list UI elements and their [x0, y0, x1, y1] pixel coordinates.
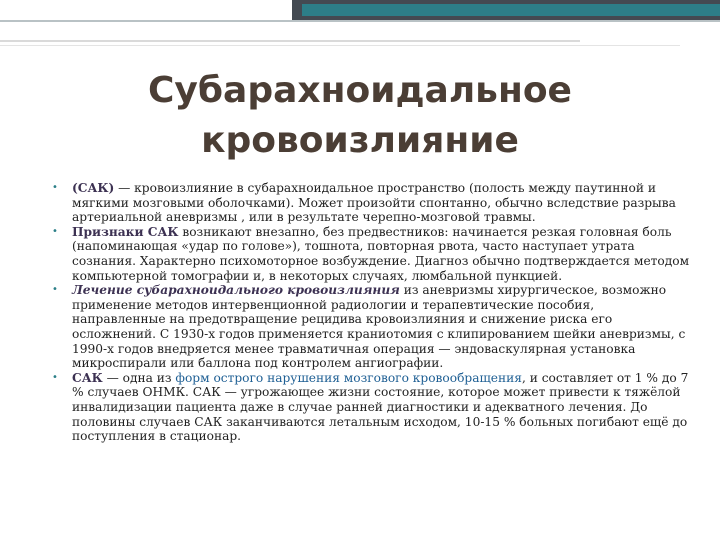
item-text: — одна из [102, 370, 176, 385]
onmk-link[interactable]: форм острого нарушения мозгового кровообращения [175, 370, 522, 385]
slide-title: Субарахноидальное кровоизлияние [148, 70, 572, 161]
bullet-list [48, 181, 690, 444]
bullet-icon: • [52, 182, 58, 193]
decorative-rule [0, 40, 580, 42]
item-lead: Признаки САК [72, 224, 179, 239]
item-text: из аневризмы хирургическое, возможно применение методов интервенционной радиологии и терапевтические пособия, направленные на предотвращение рецидива кровоизлияния и снижение риска его осложнений. С 1930-х годов применяется краниотомия с клипированием шейки аневризмы, с 1990-х годов внедряется менее травматичная операция — эндоваскулярная установка микроспирали или баллона под контролем ангиографии. [72, 283, 686, 371]
item-text: , и составляет от 1 % до 7 % случаев ОНМК. САК — угрожающее жизни состояние, которое может привести к тяжёлой инвалидизации пациента даже в случае ранней диагностики и адекватного лечения. До половины случаев САК заканчиваются летальным исходом, 10-15 % больных погибают ещё до поступления в стационар. [72, 370, 689, 444]
bullet-icon: • [52, 284, 58, 296]
item-text: возникают внезапно, без предвестников: начинается резкая головная боль (напоминающая «удар по голове»), тошнота, повторная рвота, часто наступает утрата сознания. Характерно психомоторное возбуждение. Диагноз обычно подтверждается методом компьютерной томографии и, в некоторых случаях, люмбальной пункцией. [72, 224, 690, 283]
top-bar-underline [0, 20, 720, 22]
bullet-icon: • [52, 225, 58, 237]
item-text: — кровоизлияние в субарахноидальное пространство (полость между паутинной и мягкими мозговыми оболочками). Может произойти спонтанно, обычно вследствие разрыва артериальной аневризмы , или в результате черепно-мозговой травмы. [72, 181, 676, 225]
decorative-rule-thin [0, 45, 680, 46]
list-item [48, 225, 690, 283]
item-lead: (САК) [72, 181, 115, 195]
list-item [48, 181, 690, 225]
top-decoration-bar [0, 0, 720, 22]
list-item [48, 371, 690, 444]
top-bar-teal-band [302, 4, 720, 16]
item-lead: Лечение субарахноидального кровоизлияния [72, 283, 400, 298]
item-lead: САК [72, 370, 103, 385]
bullet-icon: • [52, 371, 58, 383]
list-item [48, 283, 690, 371]
